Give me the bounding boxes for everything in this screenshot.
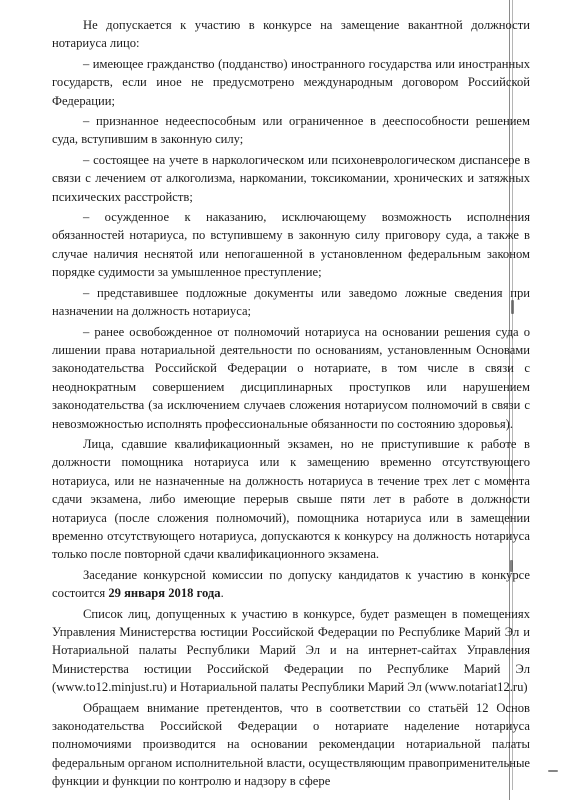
paragraph: Обращаем внимание претендентов, что в соответствии со статьёй 12 Основ законодательства Российской Федерации о нотариате наделение нотариуса полномочиями производится на основании рекомендации нотариальной палаты федеральным органом исполнительной власти, осуществляющим правоприменительные функции и функции по контролю и надзору в сфере (52, 700, 530, 789)
paragraph: Лица, сдавшие квалификационный экзамен, но не приступившие к работе в должности помощника нотариуса или к замещению временно отсутствующего нотариуса, или не назначенные на должность нотариуса в течение трех лет с момента сдачи экзамена, либо имеющие перерыв свыше пяти лет в работе в должности нотариуса (после сложения полномочий), помощника нотариуса или в замещении временно отсутствующего нотариуса, допускаются к конкурсу на должность нотариуса только после повторной сдачи квалификационного экзамена. (52, 436, 530, 562)
list-item: – состоящее на учете в наркологическом или психоневрологическом диспансере в связи с лечением от алкоголизма, наркомании, токсикомании, хронических и затяжных психических расстройств; (52, 152, 530, 204)
list-item: – осужденное к наказанию, исключающему возможность исполнения обязанностей нотариуса, по вступившему в законную силу приговору суда, а также в случае наличия неснятой или непогашенной в установленном федеральным законом порядке судимости за умышленное преступление; (52, 210, 530, 280)
list-item: – ранее освобожденное от полномочий нотариуса на основании решения суда о лишении права нотариальной деятельности по основаниям, установленным Основами законодательства Российской Федерации о нотариате, в том числе в связи с неоднократным совершением дисциплинарных проступков или нарушением законодательства (за исключением случаев сложения нотариусом полномочий в связи с невозможностью исполнять профессиональные обязанности по состоянию здоровья). (52, 324, 530, 431)
paragraph: Не допускается к участию в конкурсе на замещение вакантной должности нотариуса лицо: (52, 18, 530, 51)
meeting-date: 29 января 2018 года (108, 586, 221, 601)
list-item: – представившее подложные документы или заведомо ложные сведения при назначении на должность нотариуса; (52, 285, 530, 319)
meeting-text-end: . (220, 586, 224, 601)
list-item: – признанное недееспособным или ограниченное в дееспособности решением суда, вступившим в законную силу; (52, 114, 530, 147)
document-page (52, 16, 530, 793)
scan-speck (548, 770, 558, 772)
paragraph: Список лиц, допущенных к участию в конкурсе, будет размещен в помещениях Управления Министерства юстиции Российской Федерации по Республике Марий Эл и Нотариальной палаты Республики Марий Эл и на интернет-сайтах Управления Министерства юстиции Российской Федерации по Республике Марий Эл (www.to12.minjust.ru) и Нотариальной палаты Республики Марий Эл (www.notariat12.ru) (52, 606, 530, 695)
meeting-paragraph (52, 566, 530, 603)
list-item: – имеющее гражданство (подданство) иностранного государства или иностранных государств, если иное не предусмотрено международным договором Российской Федерации; (52, 56, 530, 108)
meeting-text: Заседание конкурсной комиссии по допуску кандидатов к участию в конкурсе состоится (52, 567, 530, 601)
